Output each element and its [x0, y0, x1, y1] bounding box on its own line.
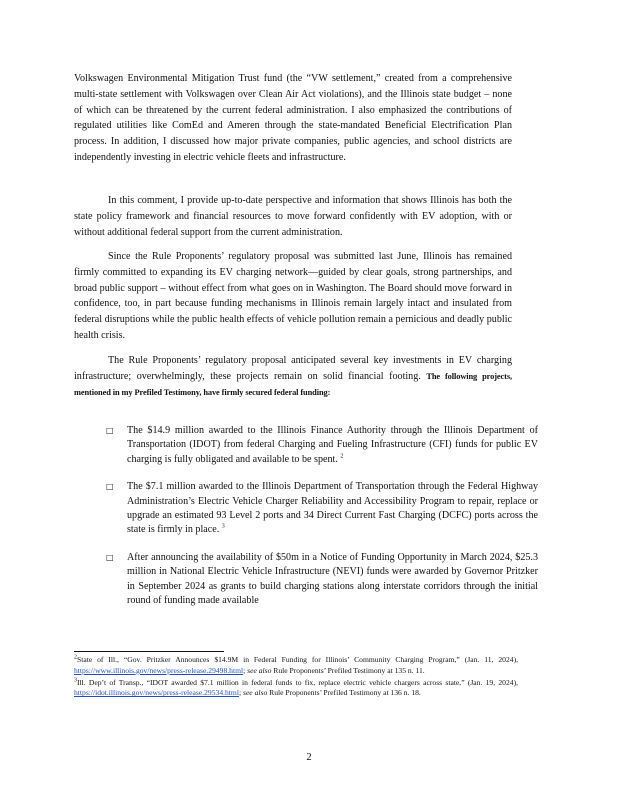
footnote-3: [74, 678, 518, 700]
footnote-citation: Rule Proponents’ Prefiled Testimony at 135 n. 11.: [273, 665, 425, 675]
bullet-text: After announcing the availability of $50m in a Notice of Funding Opportunity in March 2024, $25.3 million in National Electric Vehicle Infrastructure (NEVI) funds were awarded by Governor Pritzker in September 2024 as grants to build charging stations along interstate corridors through the initial round of funding made available: [127, 551, 538, 607]
bullet-box-icon: □: [106, 482, 114, 492]
body-paragraph-4: [74, 353, 512, 400]
footnote-list: [74, 655, 518, 700]
bullet-item-nevi: [106, 551, 538, 609]
footnote-link[interactable]: https://idot.illinois.gov/news/press-release.29534.html: [74, 688, 239, 698]
bullet-box-icon: □: [106, 552, 114, 562]
footnote-text: Ill. Dep’t of Transp., “IDOT awarded $7.1 million in federal funds to fix, replace electric vehicle chargers across state,” (Jan. 19, 2024),: [77, 677, 518, 687]
bullet-text: The $14.9 million awarded to the Illinois Finance Authority through the Illinois Department of Transportation (IDOT) from federal Charging and Fueling Infrastructure (CFI) funds for public EV charging is fully obligated and available to be spent.: [127, 425, 538, 465]
page-number: 2: [306, 752, 312, 763]
footnote-citation: Rule Proponents’ Prefiled Testimony at 136 n. 18.: [269, 688, 421, 698]
body-paragraph-2: In this comment, I provide up-to-date perspective and information that shows Illinois has both the state policy framework and financial resources to move forward confidently with EV adoption, with or without additional federal support from the current administration.: [74, 195, 512, 238]
footnote-ref: 2: [340, 453, 344, 460]
footnote-text: State of Ill., “Gov. Pritzker Announces $14.9M in Federal Funding for Illinois’ Community Charging Program,” (Jan. 11, 2024),: [77, 655, 518, 664]
footnote-2: [74, 655, 518, 677]
body-paragraph-3: Since the Rule Proponents’ regulatory proposal was submitted last June, Illinois has remained firmly committed to expanding its EV charging network—guided by clear goals, strong partnerships, and broad public support – without effect from what goes on in Washington. The Board should move forward in confidence, too, in part because funding mechanisms in Illinois remain largely intact and insulated from federal disruptions while the public health effects of vehicle pollution remain a pernicious and deadly public health crisis.: [74, 251, 512, 341]
footnote-separator: ;: [238, 688, 242, 698]
body-paragraph-1: Volkswagen Environmental Mitigation Trust fund (the “VW settlement,” created from a comprehensive multi-state settlement with Volkswagen over Clean Air Act violations), and the Illinois state budget – none of which can be threatened by the current federal administration. I also emphasized the contributions of regulated utilities like ComEd and Ameren through the state-mandated Beneficial Electrification Plan process. In addition, I discussed how major private companies, public agencies, and school districts are independently investing in electric vehicle fleets and infrastructure.: [74, 73, 512, 163]
footnote-link[interactable]: https://www.illinois.gov/news/press-release.29498.html: [74, 665, 244, 675]
footnote-separator: ;: [243, 665, 246, 675]
footnote-divider: [74, 651, 224, 652]
bullet-item-cfi: [106, 424, 538, 467]
footnote-see-also: see also: [247, 665, 272, 675]
bullet-item-reliability-program: [106, 480, 538, 538]
footnote-see-also: see also: [242, 688, 268, 698]
paragraph-4-text: The Rule Proponents’ regulatory proposal anticipated several key investments in EV charging infrastructure; overwhelmingly, these projects remain on solid financial footing.: [74, 355, 512, 382]
bullet-box-icon: □: [106, 426, 114, 435]
footnote-number: 3: [74, 677, 77, 684]
paragraph-4-bold-text: The following projects, mentioned in my Prefiled Testimony, have firmly secured federal funding:: [74, 371, 513, 397]
footnote-ref: 3: [221, 524, 225, 531]
bullet-text: The $7.1 million awarded to the Illinois Department of Transportation through the Federal Highway Administration’s Electric Vehicle Charger Reliability and Accessibility Program to repair, replace or upgrade an estimated 93 Level 2 ports and 34 Direct Current Fast Charging (DCFC) ports across the state is firmly in place.: [127, 481, 538, 536]
footnote-number: 2: [74, 654, 77, 661]
funding-bullet-list: [106, 424, 538, 621]
